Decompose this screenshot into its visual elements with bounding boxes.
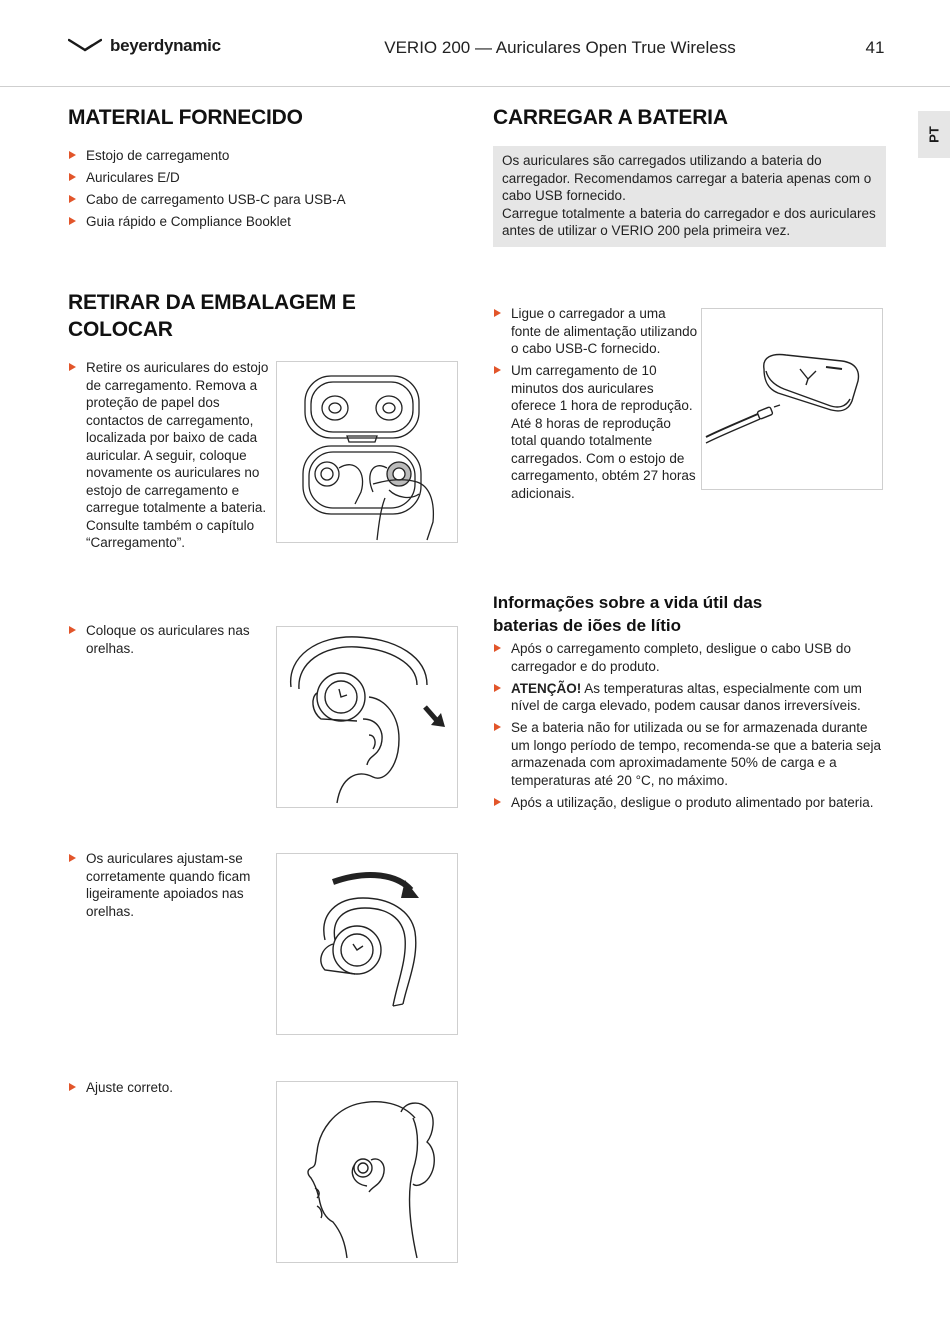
warning-label: ATENÇÃO! — [511, 680, 582, 696]
charge-list — [493, 305, 699, 507]
bullet-arrow-icon — [69, 151, 76, 159]
list-item: Coloque os auriculares nas orelhas. — [68, 622, 276, 657]
unpack-step-1 — [68, 359, 276, 556]
figure-case-open — [276, 361, 458, 543]
bullet-arrow-icon — [69, 626, 76, 634]
earbud-adjust-illustration — [277, 854, 457, 1034]
figure-head-fit — [276, 1081, 458, 1263]
charging-case-cable-illustration — [702, 309, 882, 489]
bullet-arrow-icon — [494, 366, 501, 374]
bullet-arrow-icon — [494, 309, 501, 317]
bullet-arrow-icon — [494, 723, 501, 731]
list-item: Estojo de carregamento — [68, 147, 448, 165]
list-item: Retire os auriculares do estojo de carregamento. Remova a proteção de papel dos contactos de carregamento, localizada por baixo de cada auricular. A seguir, coloque novamente os auriculares no estojo de carregamento e carregue totalmente a bateria. Consulte também o capítulo “Carregamento”. — [68, 359, 276, 552]
list-item: Guia rápido e Compliance Booklet — [68, 213, 448, 231]
page-number: 41 — [865, 38, 885, 57]
charge-note-box — [493, 146, 886, 247]
list-item: ATENÇÃO! As temperaturas altas, especialmente com um nível de carga elevado, podem causar danos irreversíveis. — [493, 680, 883, 715]
list-item: Após o carregamento completo, desligue o cabo USB do carregador e do produto. — [493, 640, 883, 675]
document-title: VERIO 200 — Auriculares Open True Wireless — [384, 38, 736, 57]
bullet-arrow-icon — [69, 173, 76, 181]
charge-heading: CARREGAR A BATERIA — [493, 106, 728, 129]
list-item: Ajuste correto. — [68, 1079, 276, 1097]
bullet-arrow-icon — [494, 644, 501, 652]
beyerdynamic-logo-icon — [68, 37, 102, 55]
language-tab — [918, 111, 950, 158]
bullet-arrow-icon — [69, 363, 76, 371]
list-item: Se a bateria não for utilizada ou se for armazenada durante um longo período de tempo, recomenda-se que a bateria seja armazenada com aproximadamente 50% de carga e a temperaturas até 20 °C, no máximo. — [493, 719, 883, 789]
unpack-step-3 — [68, 850, 276, 925]
unpack-heading: RETIRAR DA EMBALAGEM E COLOCAR — [68, 291, 356, 341]
bullet-arrow-icon — [69, 195, 76, 203]
bullet-arrow-icon — [69, 1083, 76, 1091]
unpack-step-2 — [68, 622, 276, 662]
material-list — [68, 147, 448, 235]
list-item: Cabo de carregamento USB-C para USB-A — [68, 191, 448, 209]
list-item: Auriculares E/D — [68, 169, 448, 187]
charging-case-open-illustration — [277, 362, 457, 542]
head-profile-illustration — [277, 1082, 457, 1262]
list-item: Ligue o carregador a uma fonte de alimentação utilizando o cabo USB-C fornecido. — [493, 305, 699, 358]
bullet-arrow-icon — [494, 684, 501, 692]
figure-ear-insert — [276, 626, 458, 808]
list-item: Após a utilização, desligue o produto alimentado por bateria. — [493, 794, 883, 812]
earbud-insertion-illustration — [277, 627, 457, 807]
figure-charging-case — [701, 308, 883, 490]
charge-note-paragraph: Carregue totalmente a bateria do carregador e dos auriculares antes de utilizar o VERIO 200 pela primeira vez. — [502, 205, 876, 238]
language-tab-label: PT — [926, 126, 942, 143]
material-heading: MATERIAL FORNECIDO — [68, 106, 303, 129]
header-divider — [0, 86, 950, 87]
brand-name: beyerdynamic — [110, 36, 221, 55]
unpack-step-4 — [68, 1079, 276, 1101]
battery-list — [493, 640, 883, 816]
battery-heading: Informações sobre a vida útil das baterias de iões de lítio — [493, 593, 763, 635]
charge-note-paragraph: Os auriculares são carregados utilizando a bateria do carregador. Recomendamos carregar a bateria apenas com o cabo USB fornecido. — [502, 153, 872, 203]
brand-logo — [68, 36, 221, 56]
list-item: Os auriculares ajustam-se corretamente quando ficam ligeiramente apoiados nas orelhas. — [68, 850, 276, 920]
bullet-arrow-icon — [494, 798, 501, 806]
bullet-arrow-icon — [69, 217, 76, 225]
bullet-arrow-icon — [69, 854, 76, 862]
figure-ear-adjust — [276, 853, 458, 1035]
list-item: Um carregamento de 10 minutos dos auriculares oferece 1 hora de reprodução. Até 8 horas de reprodução total quando totalmente carregados. Com o estojo de carregamento, obtém 27 horas adicionais. — [493, 362, 699, 502]
